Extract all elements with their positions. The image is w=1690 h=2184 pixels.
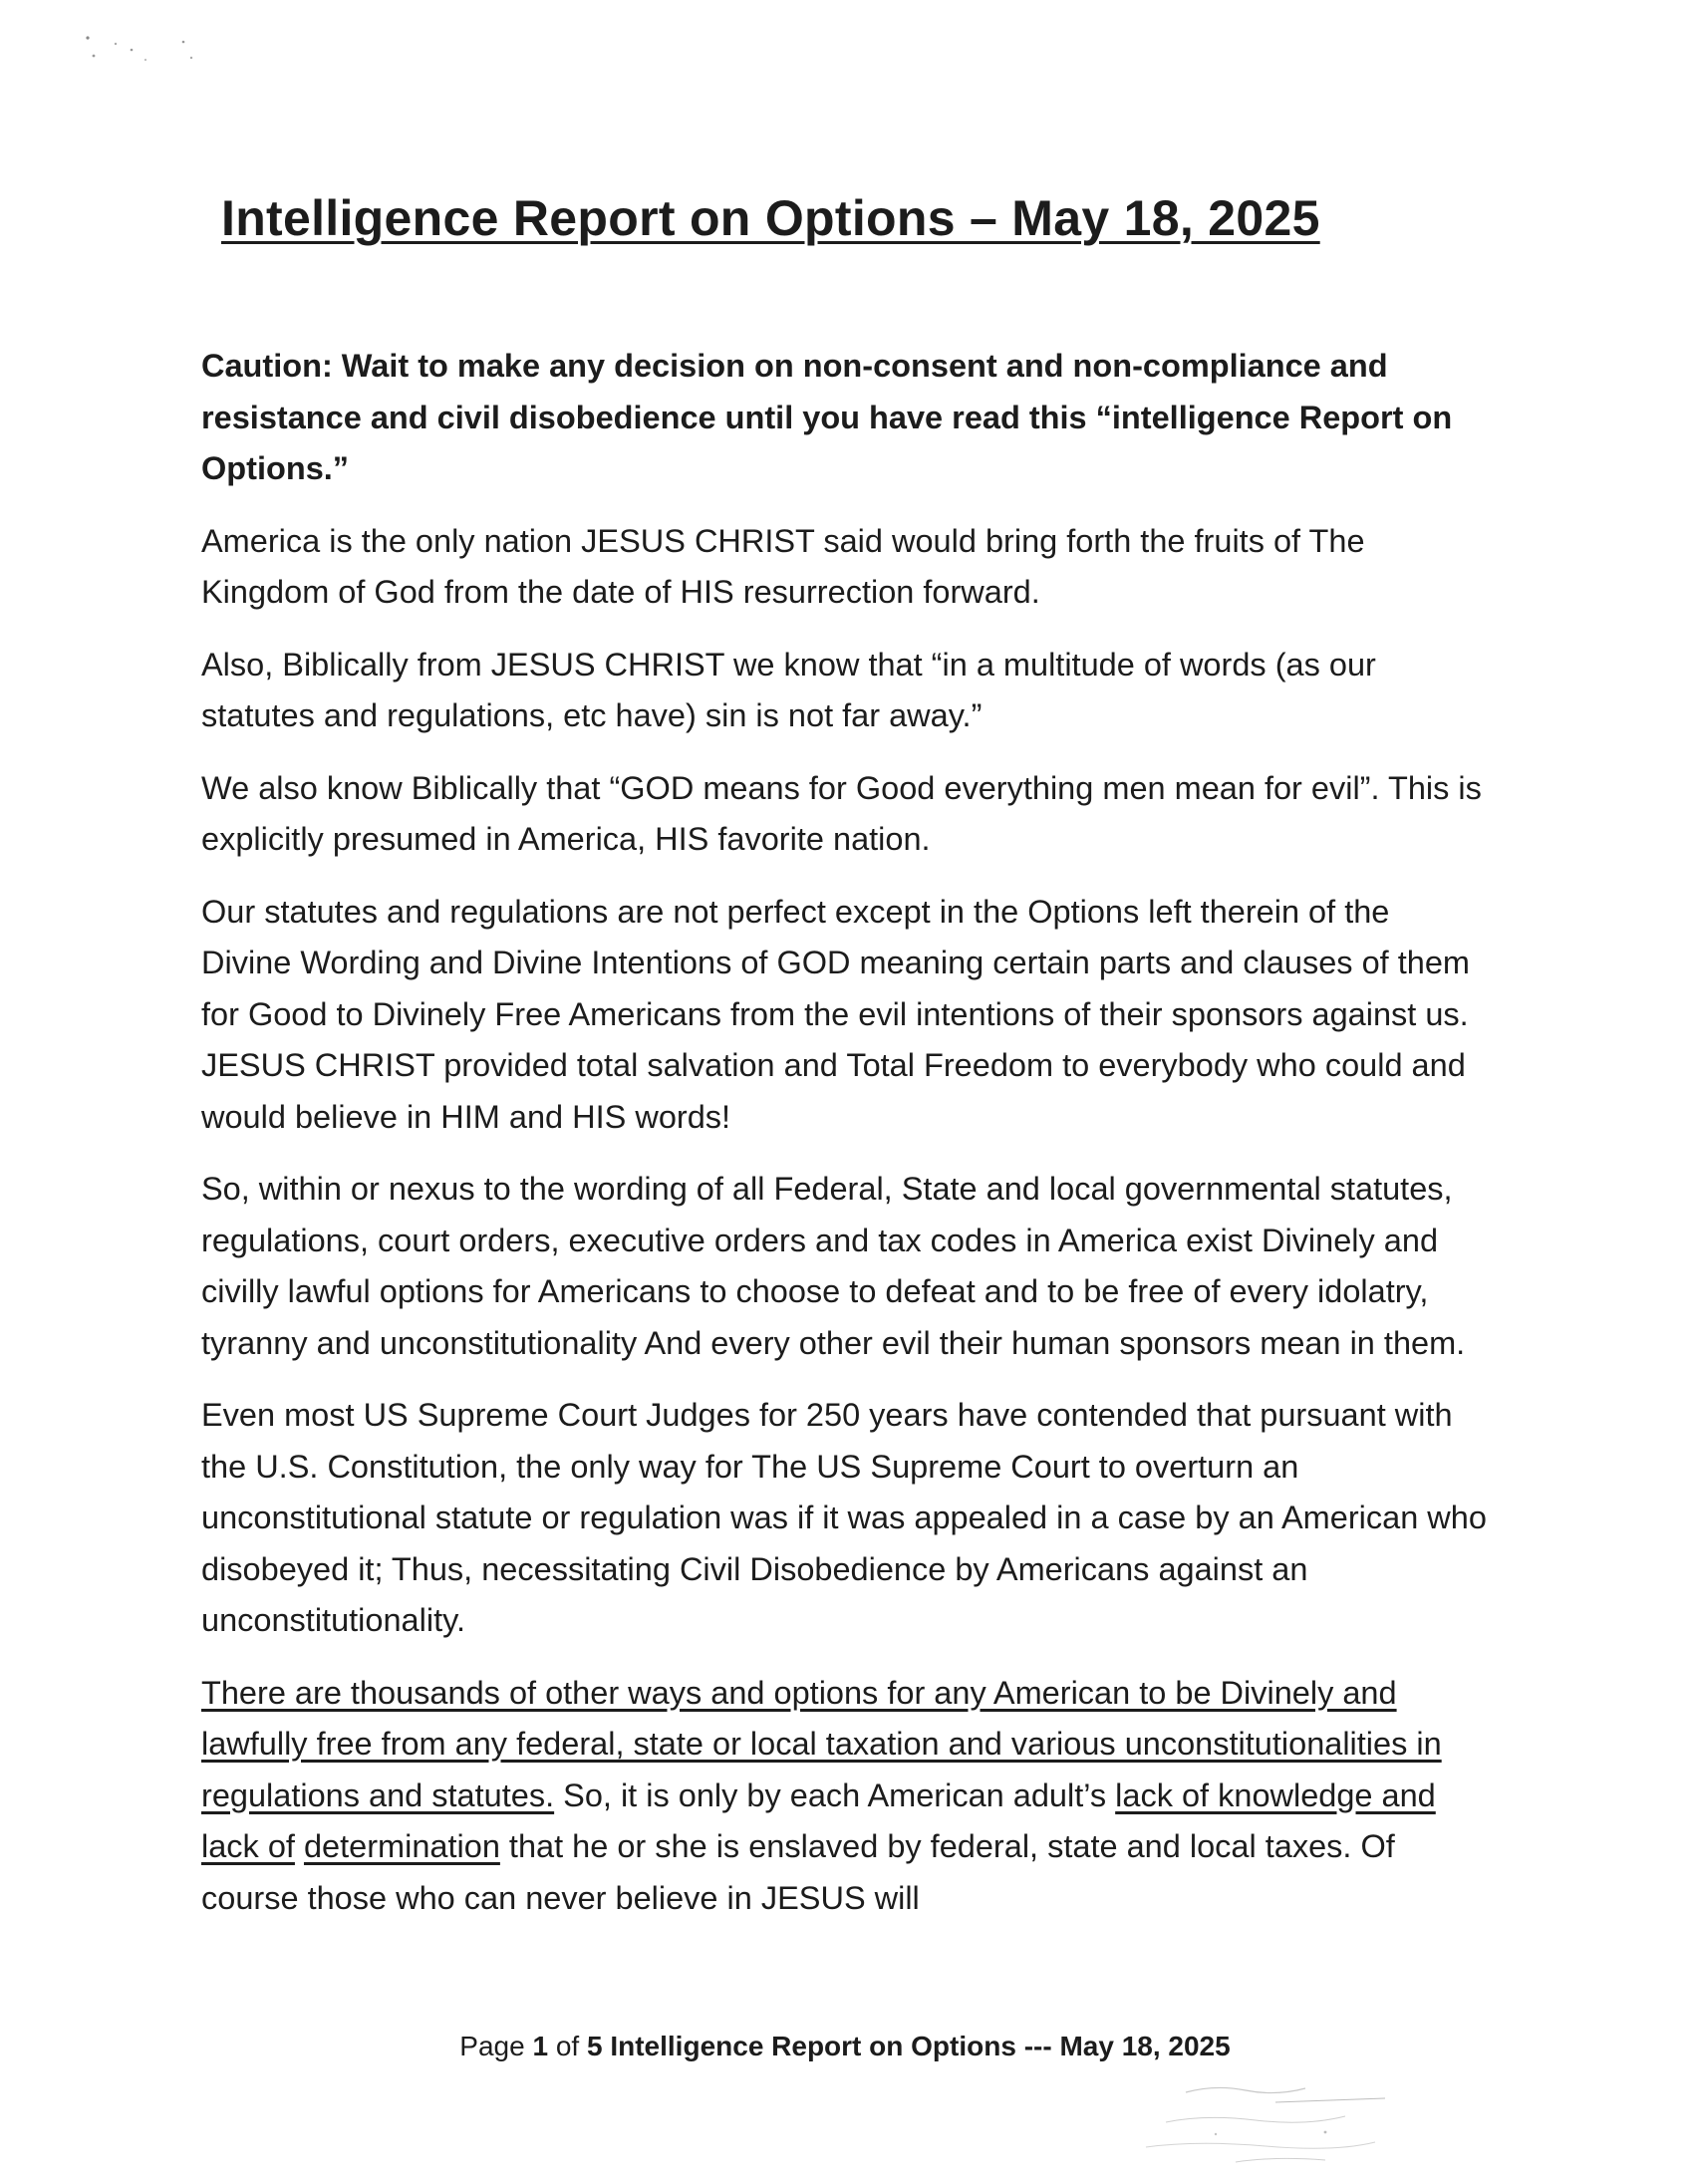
scan-specks [80, 30, 209, 70]
paragraph-4: Our statutes and regulations are not perfect except in the Options left therein of the Divine Wording and Divine Intentions of GOD meaning certain parts and clauses of them for Good to Divinely Free Americans from the evil intentions of their sponsors against us. JESUS CHRIST provided total salvation and Total Freedom to everybody who could and would believe in HIM and HIS words! [201, 893, 1470, 1135]
underlined-lead-sentence: There are thousands of other ways and options for any American to be Divinely and lawfully free from any federal, state or local taxation and various unconstitutionalities in regulations and statutes. [201, 1674, 1442, 1813]
paragraph-6: Even most US Supreme Court Judges for 250 years have contended that pursuant with the U.S. Constitution, the only way for The US Supreme Court to overturn an unconstitutional statute or regulation was if it was appealed in a case by an American who disobeyed it; Thus, necessitating Civil Disobedience by Americans against an unconstitutionality. [201, 1397, 1487, 1638]
paragraph-3: We also know Biblically that “GOD means for Good everything men mean for evil”. This is explicitly presumed in America, HIS favorite nation. [201, 769, 1482, 857]
scan-smudge [1126, 2062, 1425, 2182]
footer-page-word: Page [459, 2031, 525, 2061]
footer-page-total: 5 [586, 2031, 603, 2061]
footer-report-title: Intelligence Report on Options --- May 18, 2025 [610, 2031, 1231, 2061]
underlined-phrase-lack-of: lack of [201, 1828, 295, 1864]
paragraph-2: Also, Biblically from JESUS CHRIST we know that “in a multitude of words (as our statutes and regulations, etc have) sin is not far away.” [201, 646, 1376, 733]
paragraph-7-text-d: that he or she is enslaved by federal, state and local taxes. Of course those who can never believe in JESUS will [201, 1828, 1395, 1916]
footer-page-number: 1 [532, 2031, 549, 2061]
paragraph-7-text-a: So, it is only by each American adult’s [554, 1776, 1116, 1813]
page-title: Intelligence Report on Options – May 18, 2025 [221, 190, 1320, 246]
footer-of-word: of [555, 2031, 580, 2061]
paragraph-1: America is the only nation JESUS CHRIST said would bring forth the fruits of The Kingdom of God from the date of HIS resurrection forward. [201, 522, 1365, 610]
paragraph-7-text-c [295, 1828, 304, 1864]
page-footer [0, 2031, 1690, 2062]
paragraph-7 [201, 1668, 1487, 1925]
underlined-phrase-determination: determination [303, 1828, 500, 1864]
underlined-phrase-knowledge: lack of knowledge and [1115, 1776, 1436, 1813]
paragraph-5: So, within or nexus to the wording of all Federal, State and local governmental statutes, regulations, court orders, executive orders and tax codes in America exist Divinely and civilly lawful options for Americans to choose to defeat and to be free of every idolatry, tyranny and unconstitutionality And every other evil their human sponsors mean in them. [201, 1171, 1466, 1361]
caution-paragraph: Caution: Wait to make any decision on non-consent and non-compliance and resistance and civil disobedience until you have read this “intelligence Report on Options.” [201, 348, 1453, 486]
document-body [201, 341, 1487, 1945]
